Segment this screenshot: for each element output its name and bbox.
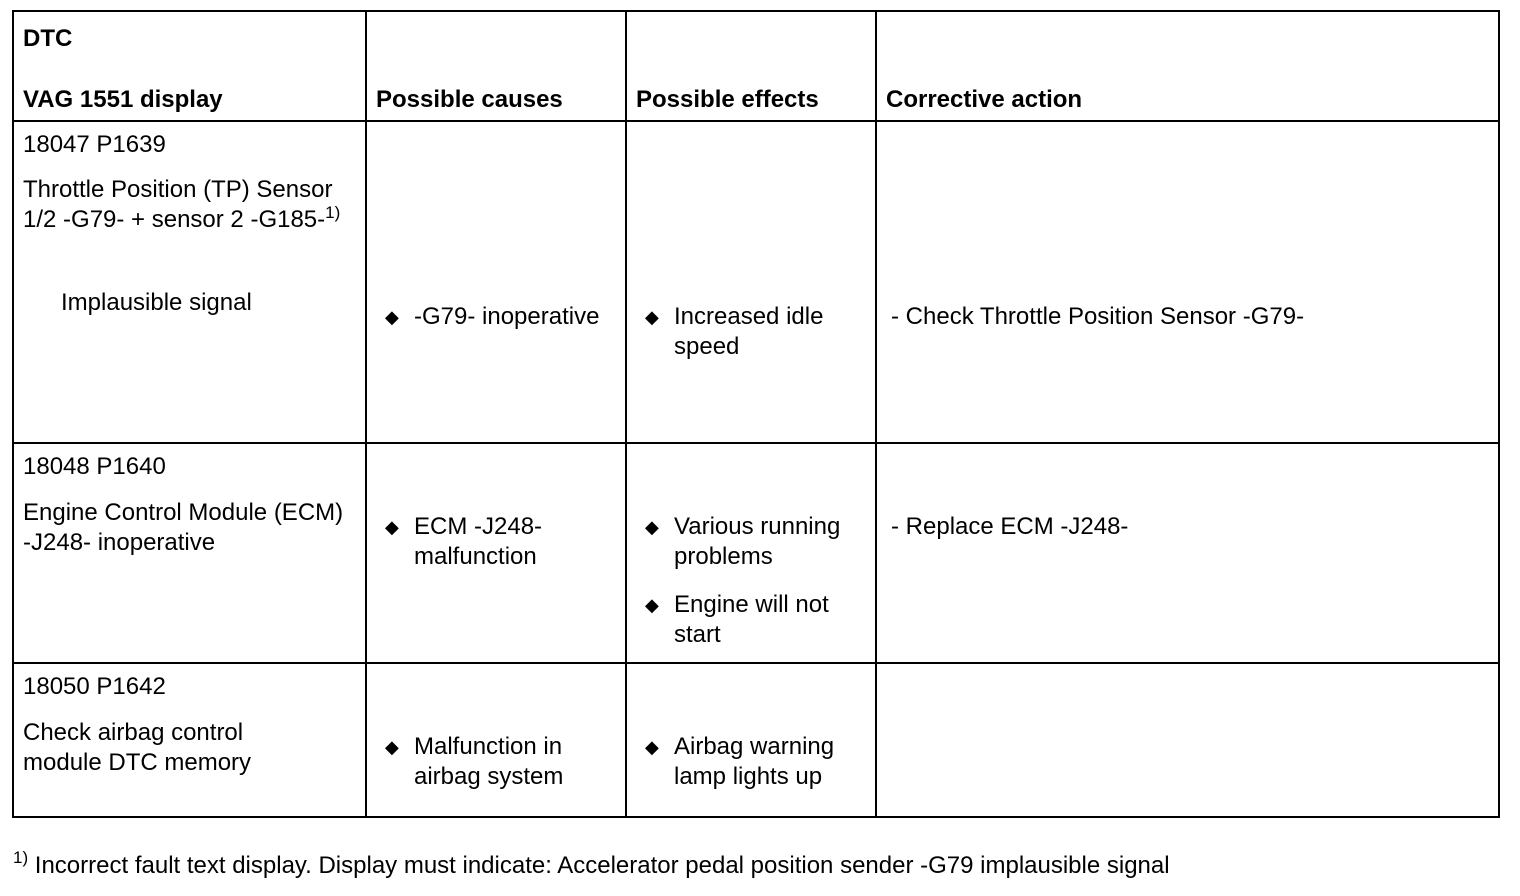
cause-text: ECM -J248- malfunction — [414, 513, 543, 570]
dtc-code: 18048 P1640 — [23, 453, 166, 480]
effect-text: Increased idle speed — [674, 303, 824, 360]
header-dtc-label: DTC — [23, 25, 73, 52]
cause-text: -G79- inoperative — [414, 303, 600, 330]
dtc-cell — [13, 443, 366, 663]
dtc-description-text: Throttle Position (TP) Sensor 1/2 -G79- + sensor 2 -G185- — [23, 176, 333, 233]
list-item — [385, 732, 604, 792]
action-text: - Check Throttle Position Sensor -G79- — [891, 303, 1305, 330]
header-causes — [366, 11, 626, 121]
table-header-row — [13, 11, 1499, 121]
footnote — [13, 848, 1170, 880]
list-item — [645, 590, 864, 650]
diamond-bullet-icon: ◆ — [645, 737, 659, 757]
footnote-text: Incorrect fault text display. Display must indicate: Accelerator pedal position sender -G79 implausible signal — [28, 852, 1170, 879]
action-cell — [876, 663, 1499, 817]
header-causes-label: Possible causes — [376, 86, 563, 113]
effects-cell — [626, 443, 876, 663]
action-text: - Replace ECM -J248- — [891, 513, 1129, 540]
diamond-bullet-icon: ◆ — [645, 595, 659, 615]
header-action-label: Corrective action — [886, 86, 1083, 113]
effect-text: Airbag warning lamp lights up — [674, 733, 835, 790]
dtc-code: 18047 P1639 — [23, 131, 166, 158]
header-vag-display-label: VAG 1551 display — [23, 86, 223, 113]
causes-cell — [366, 443, 626, 663]
effect-text: Engine will not start — [674, 591, 829, 648]
dtc-code: 18050 P1642 — [23, 673, 166, 700]
effects-cell — [626, 121, 876, 443]
list-item — [645, 512, 869, 572]
diamond-bullet-icon: ◆ — [385, 517, 399, 537]
table-row — [13, 121, 1499, 443]
header-dtc — [13, 11, 366, 121]
dtc-table — [12, 10, 1500, 818]
effects-cell — [626, 663, 876, 817]
list-item — [645, 732, 864, 792]
diamond-bullet-icon: ◆ — [645, 517, 659, 537]
dtc-description — [23, 718, 303, 778]
list-item — [385, 302, 604, 332]
action-cell — [876, 443, 1499, 663]
causes-cell — [366, 663, 626, 817]
footnote-ref: 1) — [325, 203, 341, 222]
causes-cell — [366, 121, 626, 443]
dtc-cell — [13, 121, 366, 443]
dtc-description-text: Engine Control Module (ECM) -J248- inoperative — [23, 499, 344, 556]
diamond-bullet-icon: ◆ — [385, 737, 399, 757]
action-cell — [876, 121, 1499, 443]
footnote-marker: 1) — [13, 848, 29, 867]
effect-text: Various running problems — [674, 513, 841, 570]
dtc-sub-description: Implausible signal — [61, 289, 252, 316]
table-row — [13, 443, 1499, 663]
list-item — [385, 512, 594, 572]
table-row — [13, 663, 1499, 817]
header-action — [876, 11, 1499, 121]
dtc-description — [23, 175, 353, 235]
list-item — [645, 302, 854, 362]
cause-text: Malfunction in airbag system — [414, 733, 564, 790]
dtc-cell — [13, 663, 366, 817]
header-effects — [626, 11, 876, 121]
dtc-description-text: Check airbag control module DTC memory — [23, 719, 252, 776]
diamond-bullet-icon: ◆ — [385, 307, 399, 327]
header-effects-label: Possible effects — [636, 86, 819, 113]
dtc-description — [23, 498, 353, 558]
diamond-bullet-icon: ◆ — [645, 307, 659, 327]
